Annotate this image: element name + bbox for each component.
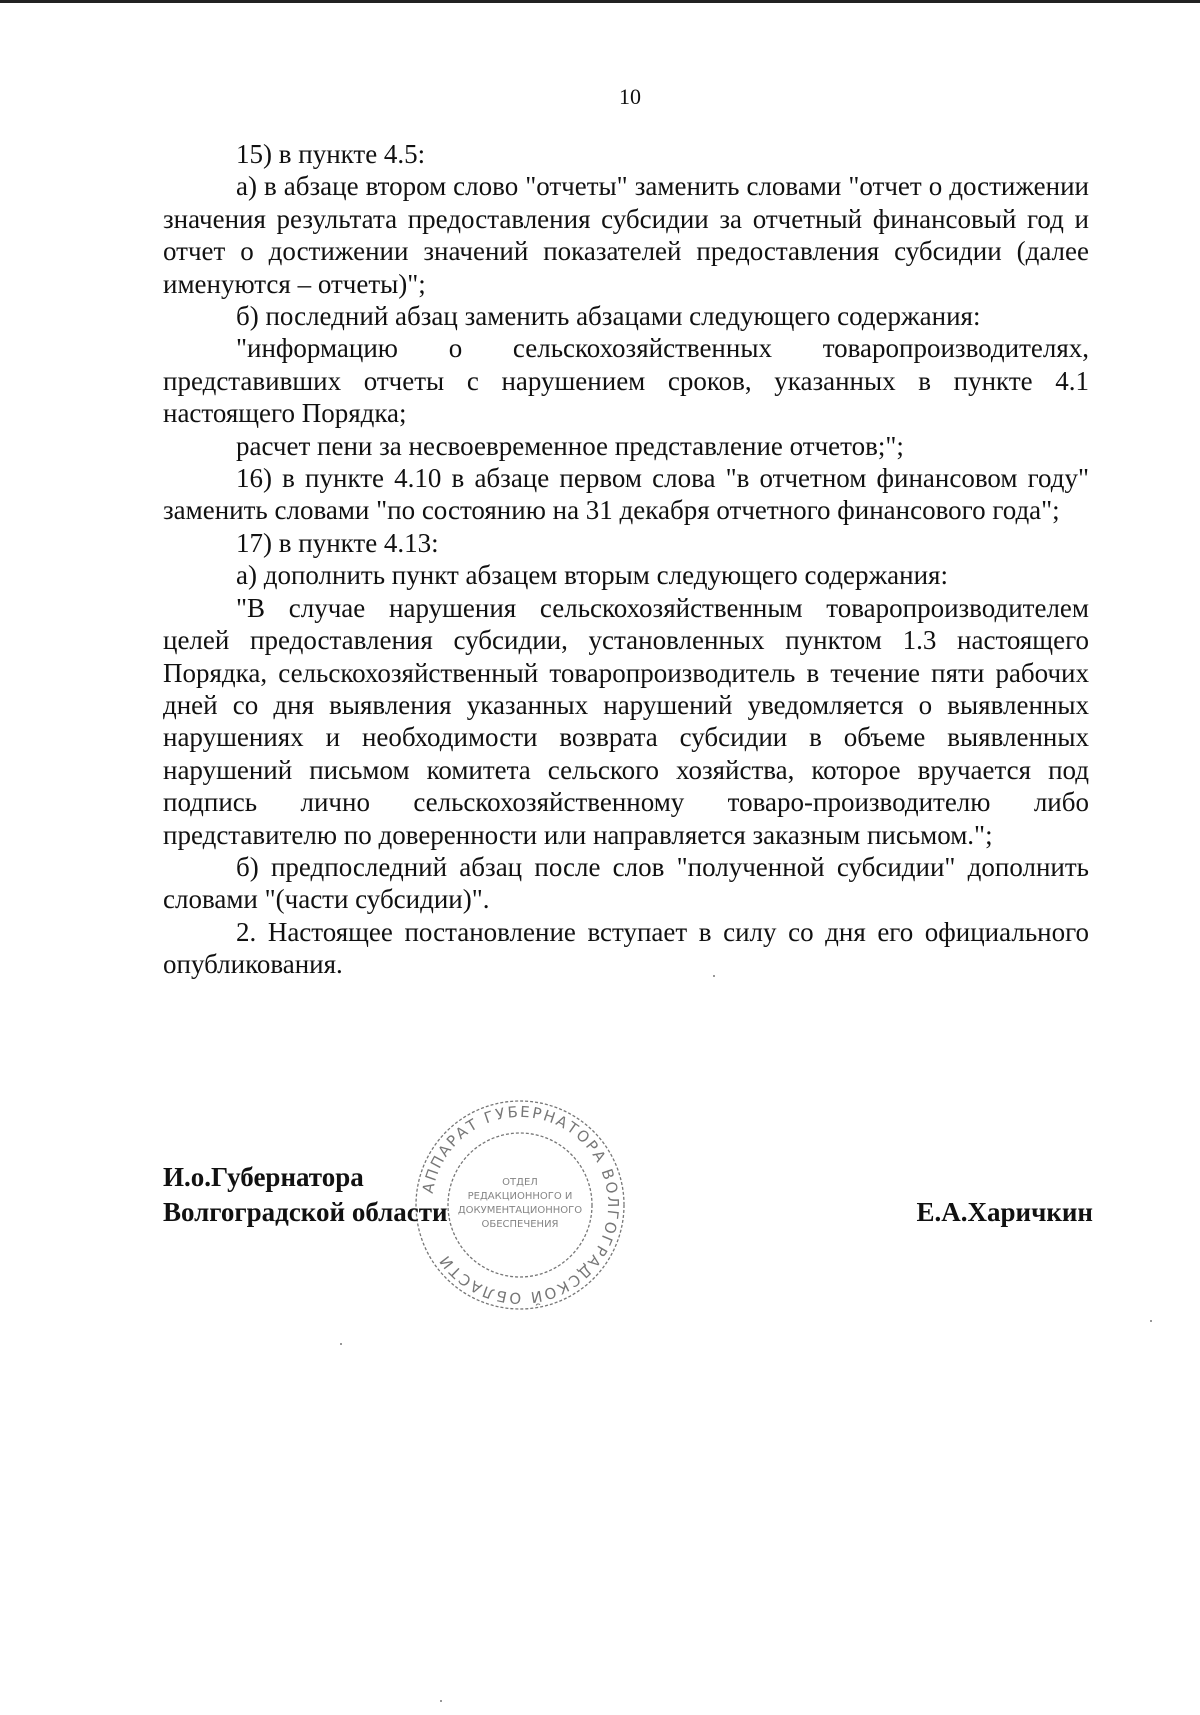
paragraph-15b-quote-2: расчет пени за несвоевременное представление отчетов;"; xyxy=(236,430,904,461)
signatory-name: Е.А.Харичкин xyxy=(916,1197,1093,1227)
svg-text:АППАРАТ ГУБЕРНАТОРА ВОЛГОГРАДС: АППАРАТ ГУБЕРНАТОРА ВОЛГОГРАДСКОЙ ОБЛАСТИ xyxy=(418,1102,623,1308)
scan-speck xyxy=(340,1343,342,1345)
paragraph-17: 17) в пункте 4.13: xyxy=(236,527,439,558)
paragraph-15a: а) в абзаце втором слово "отчеты" заменить словами "отчет о достижении значения результата предоставления субсидии за отчетный финансовый год и отчет о достижении значений показателей предоставления субсидии (далее именуются – отчеты)"; xyxy=(163,171,1089,299)
scan-speck xyxy=(1150,1320,1152,1322)
svg-text:ОТДЕЛ: ОТДЕЛ xyxy=(502,1177,538,1188)
page-number: 10 xyxy=(619,84,641,109)
paragraph-15b-quote-1: "информацию о сельскохозяйственных товаропроизводителях, представивших отчеты с нарушением сроков, указанных в пункте 4.1 настоящего Порядка; xyxy=(163,333,1089,429)
paragraph-16: 16) в пункте 4.10 в абзаце первом слова "в отчетном финансовом году" заменить словами "по состоянию на 31 декабря отчетного финансового года"; xyxy=(163,463,1089,526)
signatory-position-line-2: Волгоградской области xyxy=(163,1197,448,1227)
signatory-position xyxy=(163,1160,448,1230)
svg-text:ОБЕСПЕЧЕНИЯ: ОБЕСПЕЧЕНИЯ xyxy=(481,1219,559,1230)
paragraph-17a: а) дополнить пункт абзацем вторым следующего содержания: xyxy=(236,560,948,591)
signature-block xyxy=(163,1160,1093,1240)
document-body xyxy=(163,138,1089,981)
signatory-position-line-1: И.о.Губернатора xyxy=(163,1162,364,1192)
paragraph-2-effective: 2. Настоящее постановление вступает в силу со дня его официального опубликования. xyxy=(163,916,1089,980)
scan-speck xyxy=(713,975,715,977)
top-edge-rule xyxy=(0,0,1200,3)
svg-text:РЕДАКЦИОННОГО И: РЕДАКЦИОННОГО И xyxy=(467,1191,573,1202)
scan-speck xyxy=(440,1700,442,1702)
paragraph-15: 15) в пункте 4.5: xyxy=(236,139,426,169)
svg-text:ДОКУМЕНТАЦИОННОГО: ДОКУМЕНТАЦИОННОГО xyxy=(457,1205,583,1216)
paragraph-17a-quote: "В случае нарушения сельскохозяйственным товаропроизводителем целей предоставления субсидии, установленных пунктом 1.3 настоящего Порядка, сельскохозяйственный товаропроизводитель в течение пяти рабочих дней со дня выявления указанных нарушений уведомляется о выявленных нарушениях и необходимости возврата субсидии в объеме выявленных нарушений письмом комитета сельского хозяйства, которое вручается под подпись лично сельскохозяйственному товаро-производителю либо представителю по доверенности или направляется заказным письмом."; xyxy=(163,592,1089,850)
paragraph-17b: б) предпоследний абзац после слов "полученной субсидии" дополнить словами "(части субсидии)". xyxy=(163,851,1089,915)
paragraph-15b: б) последний абзац заменить абзацами следующего содержания: xyxy=(236,301,981,332)
